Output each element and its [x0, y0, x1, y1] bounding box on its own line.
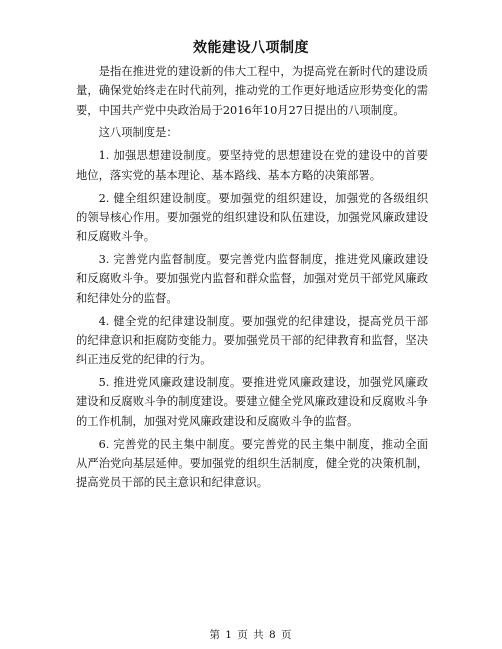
- list-lead-paragraph: 这八项制度是：: [98, 126, 178, 140]
- item-5-paragraph: 5. 推进党风廉政建设制度。要推进党风廉政建设，加强党风廉政建设和反腐败斗争的制度建设。要建立健全党风廉政建设和反腐败斗争的工作机制，加强对党风廉政建设和反腐败斗争的监督。: [76, 376, 428, 428]
- item-1-paragraph: 1. 加强思想建设制度。要坚持党的思想建设在党的建设中的首要地位，落实党的基本理论、基本路线、基本方略的决策部署。: [76, 149, 428, 182]
- item-6-paragraph: 6. 完善党的民主集中制度。要完善党的民主集中制度，推动全面从严治党向基层延伸。要加强党的组织生活制度，健全党的决策机制，提高党员干部的民主意识和纪律意识。: [76, 437, 428, 490]
- item-3-paragraph: 3. 完善党内监督制度。要完善党内监督制度，推进党风廉政建设和反腐败斗争。要加强党内监督和群众监督，加强对党员干部党风廉政和纪律处分的监督。: [76, 253, 428, 305]
- intro-paragraph: 是指在推进党的建设新的伟大工程中，为提高党在新时代的建设质量，确保党始终走在时代前列，推动党的工作更好地适应形势变化的需要，中国共产党中央政治局于2016年10月27日提出的八项制度。: [76, 65, 428, 117]
- document-title: 效能建设八项制度: [193, 40, 309, 56]
- item-4-paragraph: 4. 健全党的纪律建设制度。要加强党的纪律建设，提高党员干部的纪律意识和拒腐防变能力。要加强党员干部的纪律教育和监督，坚决纠正违反党的纪律的行为。: [76, 314, 428, 367]
- page-number-footer: 第 1 页 共 8 页: [209, 629, 293, 641]
- document-body: [76, 62, 428, 496]
- item-2-paragraph: 2. 健全组织建设制度。要加强党的组织建设，加强党的各级组织的领导核心作用。要加强党的组织建设和队伍建设，加强党风廉政建设和反腐败斗争。: [76, 191, 428, 244]
